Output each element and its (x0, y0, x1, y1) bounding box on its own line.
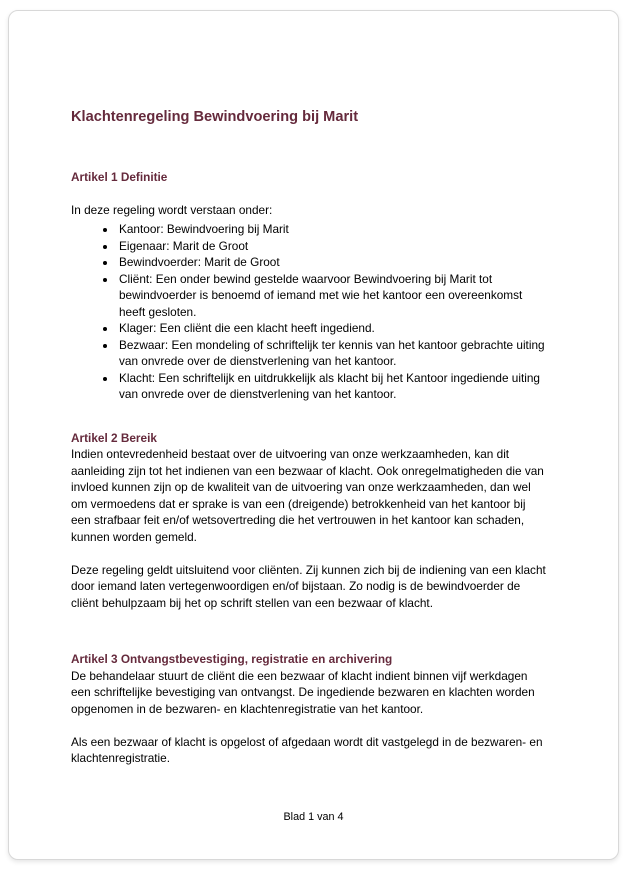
list-item: • Klager: Een cliënt die een klacht heeft ingediend. (117, 320, 548, 337)
artikel-3-paragraph-2: Als een bezwaar of klacht is opgelost of afgedaan wordt dit vastgelegd in de bezwaren- en klachtenregistratie. (71, 734, 543, 765)
page-number-footer: Blad 1 van 4 (283, 811, 344, 823)
definition-list (71, 221, 548, 403)
artikel-2-paragraph-2: Deze regeling geldt uitsluitend voor cliënten. Zij kunnen zich bij de indiening van een klacht door iemand laten vertegenwoordigen en/of bijstaan. Zo nodig is de bewindvoerder de cliënt behulpzaam bij het op schrift stellen van een bezwaar of klacht. (71, 562, 546, 610)
document-title: Klachtenregeling Bewindvoering bij Marit (71, 109, 359, 125)
document-content (9, 11, 618, 767)
section-heading-artikel-1: Artikel 1 Definitie (71, 170, 168, 184)
section-heading-artikel-3: Artikel 3 Ontvangstbevestiging, registratie en archivering (71, 652, 393, 666)
artikel-2-paragraph-1: Indien ontevredenheid bestaat over de uitvoering van onze werkzaamheden, kan dit aanleiding zijn tot het indienen van een bezwaar of klacht. Ook onregelmatigheden die van invloed kunnen zijn op de kwaliteit van de uitvoering van onze werkzaamheden, dan wel om vermoedens dat er sprake is van een (dreigende) betrokkenheid van het kantoor bij een strafbaar feit en/of wetsovertreding die het vertrouwen in het kantoor kan schaden, kunnen worden gemeld. (71, 447, 544, 544)
list-item: • Eigenaar: Marit de Groot (117, 238, 548, 255)
list-item: • Bezwaar: Een mondeling of schriftelijk ter kennis van het kantoor gebrachte uiting van onvrede over de dienstverlening van het kantoor. (117, 337, 548, 370)
list-item: • Kantoor: Bewindvoering bij Marit (117, 221, 548, 238)
document-page (8, 10, 619, 860)
artikel-1-intro: In deze regeling wordt verstaan onder: (71, 202, 273, 217)
list-item: • Cliënt: Een onder bewind gestelde waarvoor Bewindvoering bij Marit tot bewindvoerder is benoemd of iemand met wie het kantoor een overeenkomst heeft gesloten. (117, 271, 548, 321)
list-item: • Bewindvoerder: Marit de Groot (117, 254, 548, 271)
section-heading-artikel-2: Artikel 2 Bereik (71, 430, 157, 445)
artikel-3-paragraph-1: De behandelaar stuurt de cliënt die een bezwaar of klacht indient binnen vijf werkdagen een schriftelijke bevestiging van ontvangst. De ingediende bezwaren en klachten worden opgenomen in de bezwaren- en klachtenregistratie van het kantoor. (71, 668, 535, 716)
list-item: • Klacht: Een schriftelijk en uitdrukkelijk als klacht bij het Kantoor ingediende uiting van onvrede over de dienstverlening van het kantoor. (117, 370, 548, 403)
